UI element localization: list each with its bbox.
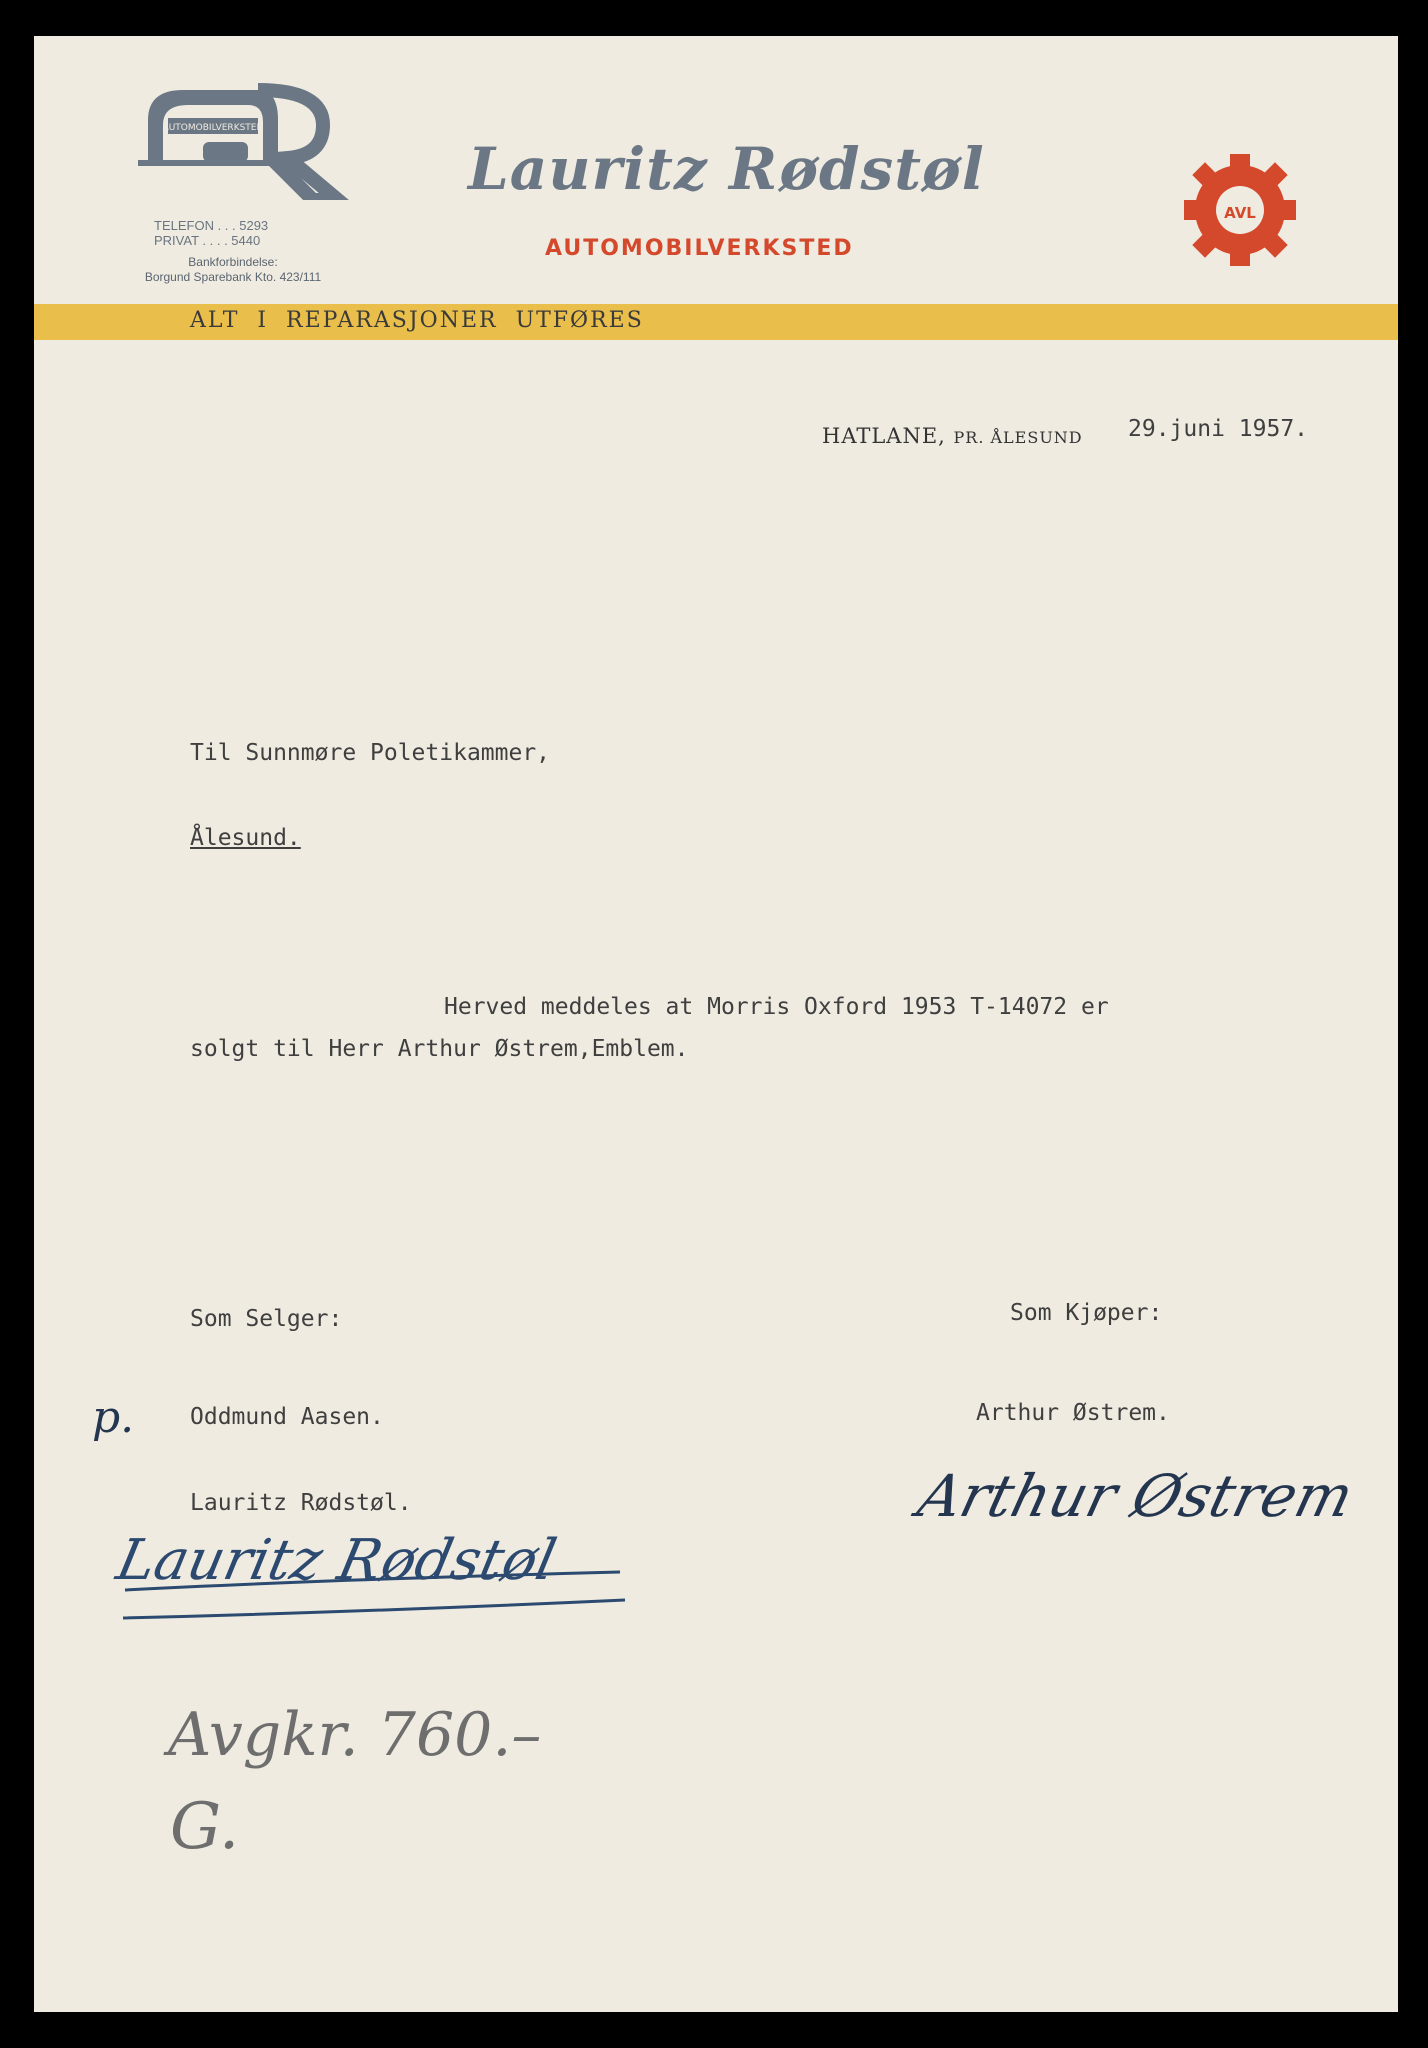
gear-seal-icon (1180, 150, 1300, 270)
seller-signature: Lauritz Rødstøl (111, 1528, 562, 1593)
letter-date: 29.juni 1957. (1128, 416, 1309, 442)
recipient-city: Ålesund. (190, 825, 301, 851)
buyer-heading: Som Kjøper: (1010, 1300, 1163, 1326)
signature-underline-icon (115, 1560, 635, 1630)
garage-icon (108, 60, 378, 200)
place-small: PR. ÅLESUND (953, 428, 1083, 447)
company-name: Lauritz Rødstøl (468, 135, 985, 203)
svg-text:AVL: AVL (1224, 204, 1256, 222)
body-line-2: solgt til Herr Arthur Østrem,Emblem. (190, 1036, 689, 1062)
seal-logo (1180, 150, 1300, 270)
buyer-signature: Arthur Østrem (911, 1462, 1360, 1530)
seller-name-1: Oddmund Aasen. (190, 1404, 384, 1430)
pencil-note-fee: Avgkr. 760.– (168, 1700, 542, 1770)
bank-account: Borgund Sparebank Kto. 423/111 (144, 270, 322, 284)
body-line-1: Herved meddeles at Morris Oxford 1953 T-14072 er (444, 994, 1109, 1020)
recipient: Til Sunnmøre Poletikammer, (190, 740, 551, 766)
phone-line-telefon: TELEFON . . . 5293 (154, 218, 269, 233)
seller-heading: Som Selger: (190, 1306, 343, 1332)
per-mark: p. (92, 1392, 135, 1443)
svg-text:AUTOMOBILVERKSTED: AUTOMOBILVERKSTED (162, 123, 264, 133)
company-type: AUTOMOBILVERKSTED (545, 236, 854, 261)
workshop-logo (108, 60, 378, 295)
pencil-note-initial: G. (170, 1790, 240, 1864)
slogan: ALT I REPARASJONER UTFØRES (190, 308, 644, 333)
place-main: HATLANE, (822, 424, 946, 448)
letterhead-place (822, 424, 1083, 448)
buyer-name: Arthur Østrem. (976, 1400, 1170, 1426)
seller-name-2: Lauritz Rødstøl. (190, 1490, 412, 1516)
bank-label: Bankforbindelse: (188, 255, 278, 269)
phone-line-privat: PRIVAT . . . . 5440 (154, 233, 261, 248)
